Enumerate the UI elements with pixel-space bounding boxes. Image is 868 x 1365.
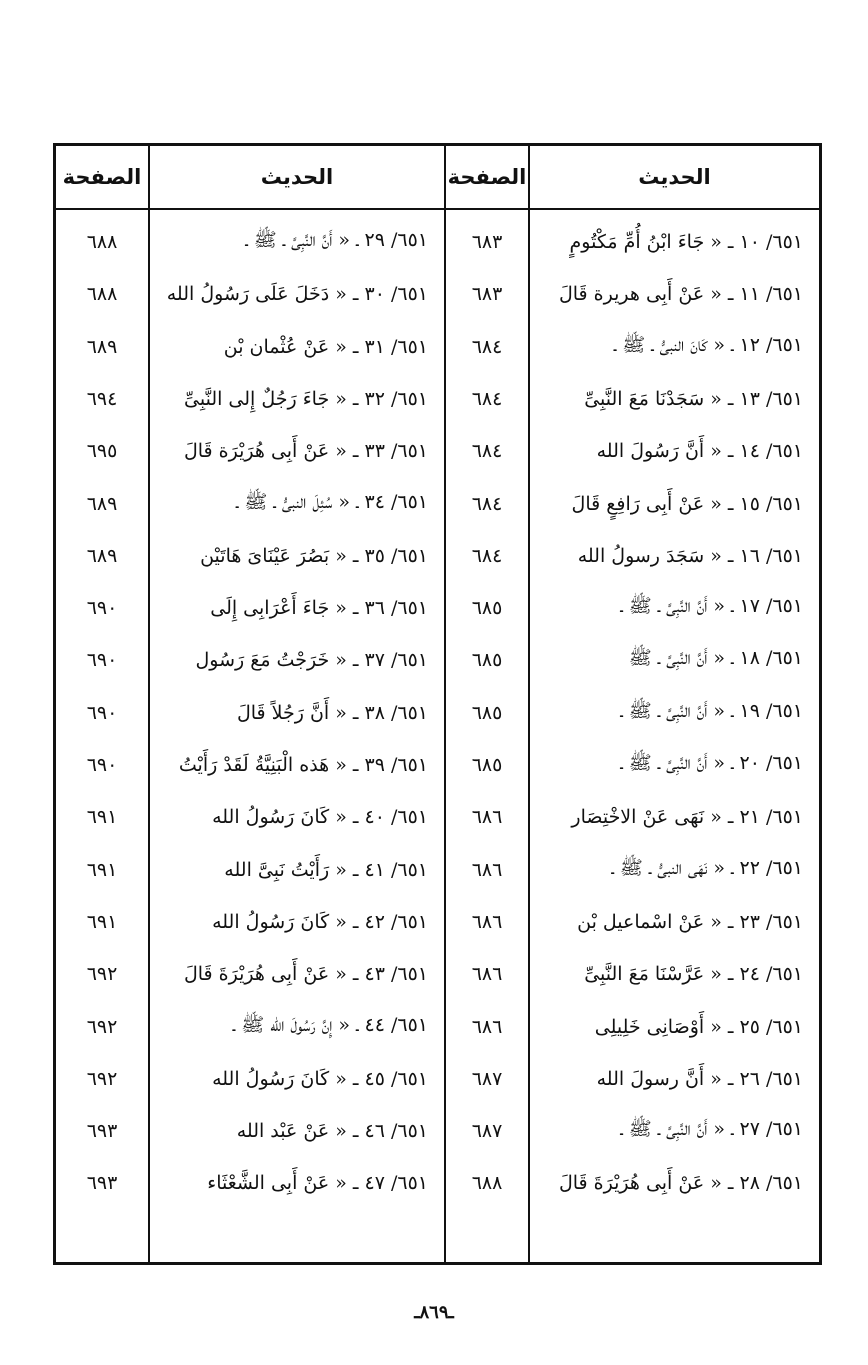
header-page-left: الصفحة [62, 165, 142, 189]
hadith-entry: ٦٥١/ ٢٧ ـ « أَنَّ النَّبِىَّ ـ ﷺ ـ [620, 1118, 803, 1141]
hadith-entry: ٦٥١/ ٣٤ ـ « سُئِلَ النبىُّ ـ ﷺ ـ [236, 490, 428, 513]
page-number-cell: ٦٩٠ [86, 649, 118, 672]
page-number-cell: ٦٩٢ [86, 1015, 118, 1038]
hadith-entry: ٦٥١/ ٤٥ ـ « كَانَ رَسُولُ الله [212, 1067, 428, 1090]
hadith-entry: ٦٥١/ ١١ ـ « عَنْ أَبِى هريرة قَالَ [558, 283, 803, 306]
hadith-entry: ٦٥١/ ٢٤ ـ « عَرَّسْنَا مَعَ النَّبِىِّ [584, 963, 803, 986]
header-hadith-right: الحديث [638, 165, 711, 189]
header-page-right: الصفحة [447, 165, 527, 189]
hadith-entry: ٦٥١/ ١٤ ـ « أَنَّ رَسُولَ الله [596, 440, 803, 463]
page-number-cell: ٦٨٥ [471, 701, 503, 724]
page-number-cell: ٦٨٧ [471, 1067, 503, 1090]
page-number-cell: ٦٩٠ [86, 701, 118, 724]
hadith-entry: ٦٥١/ ١٩ ـ « أَنَّ النَّبِىَّ ـ ﷺ ـ [620, 699, 803, 722]
page-number-cell: ٦٨٣ [471, 231, 503, 253]
page-number-cell: ٦٩٠ [86, 754, 118, 776]
page-number-cell: ٦٨٦ [471, 963, 503, 986]
hadith-entry: ٦٥١/ ١٧ ـ « أَنَّ النَّبِىَّ ـ ﷺ ـ [620, 595, 803, 618]
hadith-entry: ٦٥١/ ٣٠ ـ « دَخَلَ عَلَى رَسُولُ الله [166, 283, 428, 306]
hadith-entry: ٦٥١/ ٣٧ ـ « خَرَجْتُ مَعَ رَسُول [195, 649, 428, 672]
hadith-entry: ٦٥١/ ٢١ ـ « نَهَى عَنْ الاخْتِصَار [571, 806, 803, 829]
page-number-cell: ٦٩٥ [86, 440, 118, 463]
page-number-cell: ٦٨٦ [471, 806, 503, 829]
hadith-entry: ٦٥١/ ٤٤ ـ « إِنَّ رَسُولَ الله ﷺ ـ [232, 1013, 428, 1036]
hadith-entry: ٦٥١/ ١٦ ـ « سَجَدَ رسولُ الله [577, 544, 803, 567]
hadith-entry: ٦٥١/ ٣١ ـ « عَنْ عُثْمان بْن [223, 335, 428, 358]
page-number-cell: ٦٨٧ [471, 1120, 503, 1143]
page-number-cell: ٦٩٣ [86, 1172, 118, 1195]
page-number-cell: ٦٨٩ [86, 335, 118, 358]
page-number-cell: ٦٨٥ [471, 754, 503, 776]
hadith-entry: ٦٥١/ ٣٣ ـ « عَنْ أَبِى هُرَيْرَة قَالَ [183, 440, 428, 463]
page-number: ـ٨٦٩ـ [414, 1302, 454, 1323]
page-number-cell: ٦٨٣ [471, 283, 503, 306]
page-number-cell: ٦٨٤ [471, 387, 503, 410]
page-number-cell: ٦٩١ [86, 806, 118, 829]
index-table [53, 143, 822, 1265]
hadith-entry: ٦٥١/ ٢٠ ـ « أَنَّ النَّبِىَّ ـ ﷺ ـ [620, 752, 803, 774]
page-number-cell: ٦٨٨ [86, 283, 118, 306]
page-number-cell: ٦٩٣ [86, 1120, 118, 1143]
page-number-cell: ٦٨٦ [471, 1015, 503, 1038]
header-divider [56, 208, 819, 210]
hadith-entry: ٦٥١/ ١٣ ـ « سَجَدْنَا مَعَ النَّبِىِّ [584, 387, 803, 410]
hadith-entry: ٦٥١/ ٢٩ ـ « أَنَّ النَّبِىَّ ـ ﷺ ـ [245, 229, 428, 251]
page-number-cell: ٦٨٤ [471, 544, 503, 567]
header-hadith-left: الحديث [260, 165, 334, 189]
hadith-entry: ٦٥١/ ٤١ ـ « رَأَيْتُ نَبِىَّ الله [224, 858, 428, 881]
page-number-cell: ٦٩٢ [86, 963, 118, 986]
hadith-entry: ٦٥١/ ١٥ ـ « عَنْ أَبِى رَافِعٍ قَالَ [571, 492, 803, 515]
page-number-cell: ٦٨٨ [86, 231, 118, 253]
page-number-cell: ٦٨٤ [471, 335, 503, 358]
page-number-cell: ٦٨٦ [471, 858, 503, 881]
hadith-entry: ٦٥١/ ٤٢ ـ « كَانَ رَسُولُ الله [212, 910, 428, 933]
page-number-cell: ٦٨٩ [86, 544, 118, 567]
page-number-cell: ٦٩٤ [86, 387, 118, 410]
page-number-cell: ٦٨٥ [471, 597, 503, 620]
hadith-entry: ٦٥١/ ٣٢ ـ « جَاءَ رَجُلٌ إِلى النَّبِىِّ [184, 387, 428, 410]
hadith-entry: ٦٥١/ ٢٨ ـ « عَنْ أَبِى هُرَيْرَةَ قَالَ [558, 1172, 803, 1195]
page-number-cell: ٦٩٢ [86, 1067, 118, 1090]
hadith-entry: ٦٥١/ ٤٧ ـ « عَنْ أَبِى الشَّعْثَاء [207, 1172, 428, 1195]
page-number-cell: ٦٨٥ [471, 649, 503, 672]
hadith-entry: ٦٥١/ ١٢ ـ « كَانَ النبىُّ ـ ﷺ ـ [613, 333, 803, 356]
hadith-entry: ٦٥١/ ٣٦ ـ « جَاءَ أَعْرَابِى إِلَى [210, 597, 428, 620]
hadith-entry: ٦٥١/ ٢٥ ـ « أَوْصَانِى خَلِيلِى [594, 1015, 803, 1038]
page-number-cell: ٦٩٠ [86, 597, 118, 620]
hadith-entry: ٦٥١/ ٣٩ ـ « هَذه الْبَنِيَّةُ لَقَدْ رَأَيْتُ [178, 754, 428, 776]
page-number-cell: ٦٨٦ [471, 910, 503, 933]
hadith-entry: ٦٥١/ ٢٣ ـ « عَنْ اسْماعيل بْن [577, 910, 803, 933]
hadith-entry: ٦٥١/ ٢٦ ـ « أَنَّ رسولَ الله [596, 1067, 803, 1090]
page-number-cell: ٦٨٤ [471, 440, 503, 463]
page-number-cell: ٦٨٤ [471, 492, 503, 515]
page-number-cell: ٦٨٨ [471, 1172, 503, 1195]
page-number-cell: ٦٩١ [86, 858, 118, 881]
hadith-entry: ٦٥١/ ٣٥ ـ « بَصُرَ عَيْنَاىَ هَاتَيْن [200, 544, 428, 567]
hadith-entry: ٦٥١/ ٣٨ ـ « أَنَّ رَجُلاً قَالَ [236, 701, 428, 724]
hadith-entry: ٦٥١/ ٤٣ ـ « عَنْ أَبِى هُرَيْرَةَ قَالَ [183, 963, 428, 986]
hadith-entry: ٦٥١/ ٢٢ ـ « نَهَى النبىُّ ـ ﷺ ـ [611, 856, 803, 879]
hadith-entry: ٦٥١/ ٤٠ ـ « كَانَ رَسُولُ الله [212, 806, 428, 829]
page-number-cell: ٦٩١ [86, 910, 118, 933]
hadith-entry: ٦٥١/ ٤٦ ـ « عَنْ عَبْد الله [236, 1120, 428, 1143]
hadith-entry: ٦٥١/ ١٠ ـ « جَاءَ ابْنُ أُمِّ مَكْتُومٍ [569, 231, 803, 253]
page-number-cell: ٦٨٩ [86, 492, 118, 515]
hadith-entry: ٦٥١/ ١٨ ـ « أَنَّ النَّبِىَّ ـ ﷺ [628, 647, 803, 670]
